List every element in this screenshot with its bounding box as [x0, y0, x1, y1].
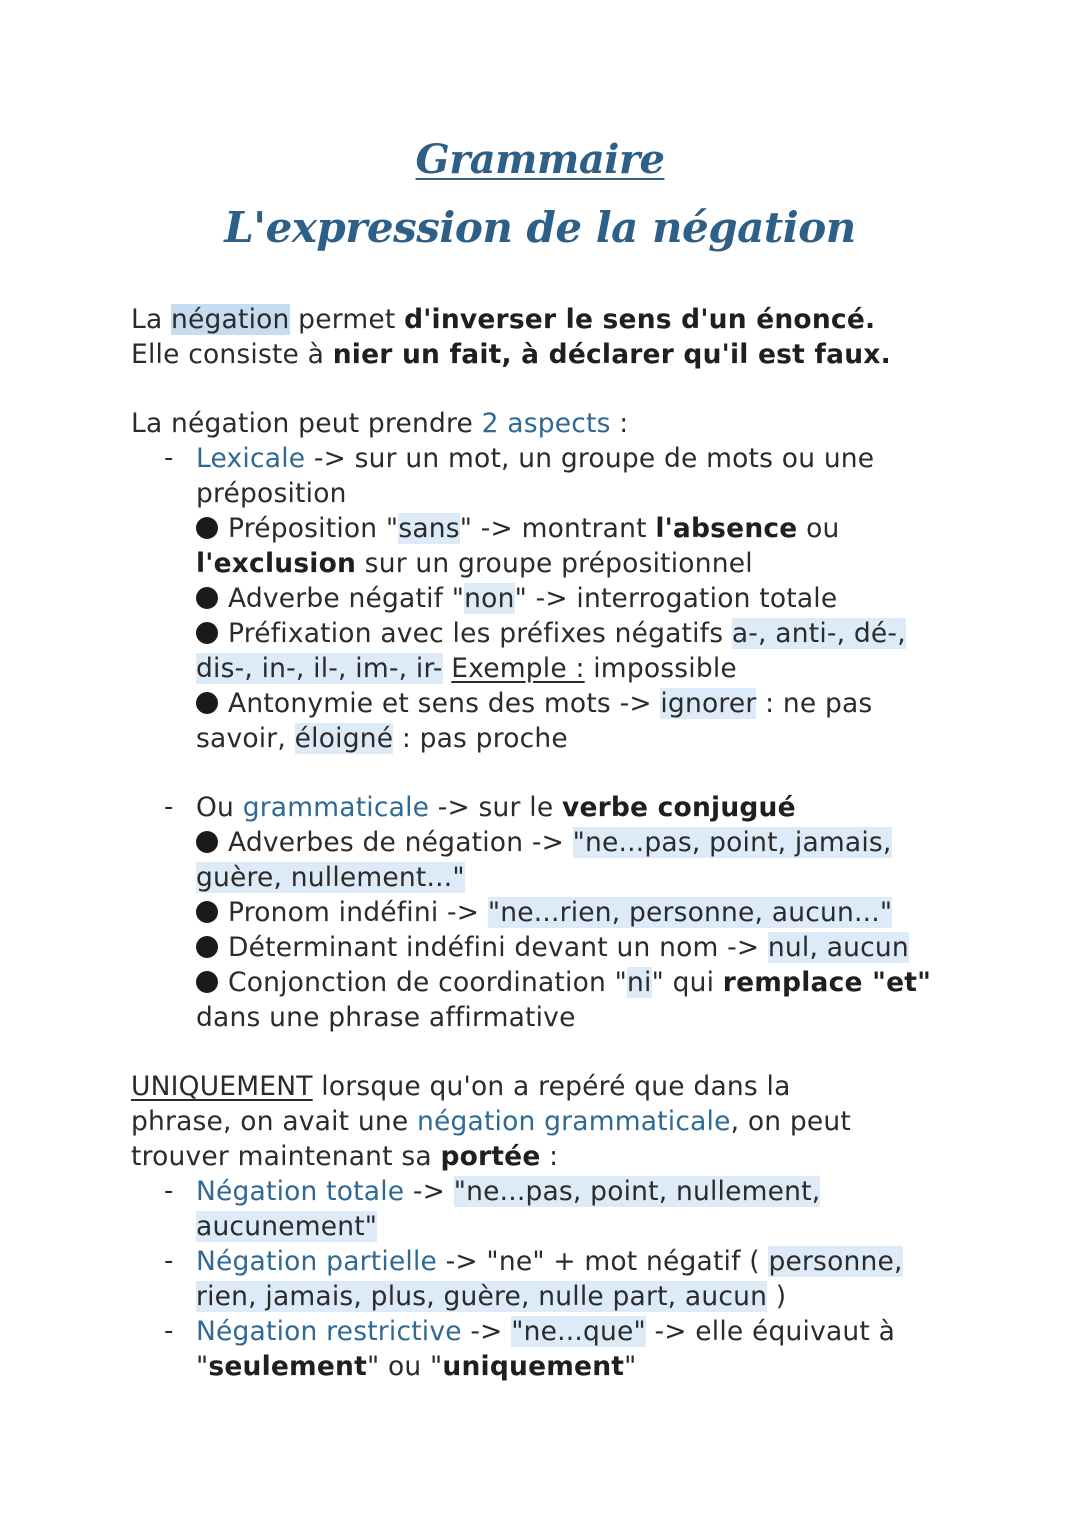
list-item: Préposition "sans" -> montrant l'absence ou: [196, 511, 840, 546]
list-item: Adverbes de négation -> "ne...pas, point, jamais,: [196, 825, 892, 860]
list-item: Adverbe négatif "non" -> interrogation totale: [196, 581, 837, 616]
bullet-dash: -: [164, 443, 174, 473]
bullet-dot-icon: [196, 692, 218, 714]
bullet-dot-icon: [196, 936, 218, 958]
bullet-dash: -: [164, 1176, 174, 1206]
negation-totale-line: Négation totale -> "ne...pas, point, nullement,: [196, 1176, 821, 1207]
bullet-dot-icon: [196, 517, 218, 539]
page-title: Grammaire: [415, 136, 665, 183]
bullet-dash: -: [164, 1246, 174, 1276]
bullet-dot-icon: [196, 831, 218, 853]
bullet-dash: -: [164, 792, 174, 822]
intro-line-2: Elle consiste à nier un fait, à déclarer qu'il est faux.: [131, 339, 891, 370]
list-item-cont: guère, nullement...": [196, 862, 465, 893]
negation-totale-line-2: aucunement": [196, 1211, 378, 1242]
intro-line-1: La négation permet d'inverser le sens d'un énoncé.: [131, 304, 876, 335]
lexicale-line: Lexicale -> sur un mot, un groupe de mots ou une: [196, 443, 875, 474]
list-item-cont: savoir, éloigné : pas proche: [196, 723, 568, 754]
negation-restrictive-line: Négation restrictive -> "ne...que" -> elle équivaut à: [196, 1316, 896, 1347]
list-item: Préfixation avec les préfixes négatifs a-, anti-, dé-,: [196, 616, 906, 651]
bullet-dot-icon: [196, 587, 218, 609]
bullet-dash: -: [164, 1316, 174, 1346]
list-item-cont: l'exclusion sur un groupe prépositionnel: [196, 548, 753, 579]
portee-line-3: trouver maintenant sa portée :: [131, 1141, 559, 1172]
bullet-dot-icon: [196, 971, 218, 993]
portee-line-2: phrase, on avait une négation grammaticale, on peut: [131, 1106, 851, 1137]
list-item: Déterminant indéfini devant un nom -> nul, aucun: [196, 930, 909, 965]
bullet-dot-icon: [196, 622, 218, 644]
grammaticale-line: Ou grammaticale -> sur le verbe conjugué: [196, 792, 796, 823]
negation-restrictive-line-2: "seulement" ou "uniquement": [196, 1351, 637, 1382]
bullet-dot-icon: [196, 901, 218, 923]
lexicale-line-2: préposition: [196, 478, 347, 509]
list-item-cont: dis-, in-, il-, im-, ir- Exemple : impossible: [196, 653, 737, 684]
list-item: Conjonction de coordination "ni" qui remplace "et": [196, 965, 931, 1000]
list-item: Pronom indéfini -> "ne...rien, personne, aucun...": [196, 895, 892, 930]
list-item-cont: dans une phrase affirmative: [196, 1002, 576, 1033]
page-subtitle: L'expression de la négation: [224, 203, 856, 252]
negation-partielle-line: Négation partielle -> "ne" + mot négatif ( personne,: [196, 1246, 903, 1277]
list-item: Antonymie et sens des mots -> ignorer : ne pas: [196, 686, 872, 721]
portee-line-1: UNIQUEMENT lorsque qu'on a repéré que dans la: [131, 1071, 791, 1102]
negation-partielle-line-2: rien, jamais, plus, guère, nulle part, aucun ): [196, 1281, 787, 1312]
aspects-line: La négation peut prendre 2 aspects :: [131, 408, 629, 439]
